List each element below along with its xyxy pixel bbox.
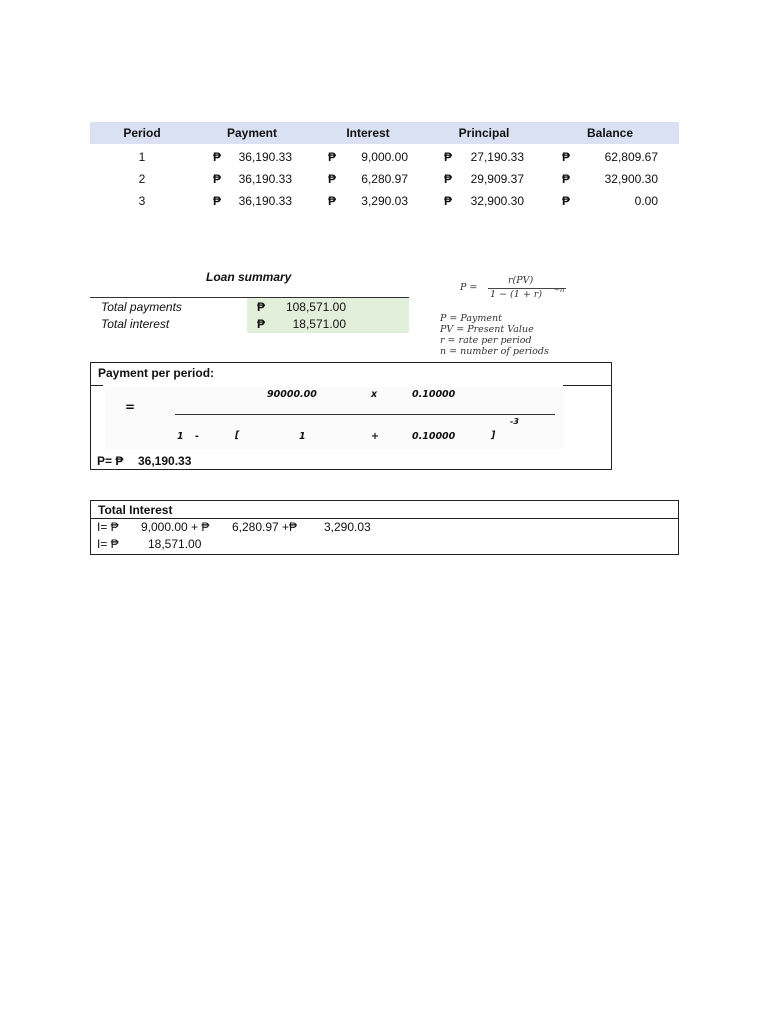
legend-item: r = rate per period	[440, 335, 532, 346]
period-cell: 1	[138, 150, 146, 164]
interest-sum-term-2: 6,280.97 +₱	[232, 520, 298, 534]
total-interest-title: Total Interest	[98, 503, 173, 517]
currency-symbol: ₱	[562, 194, 571, 208]
payment-cell: 36,190.33	[238, 150, 292, 164]
table-header-row	[90, 122, 679, 144]
currency-symbol: ₱	[213, 172, 222, 186]
total-interest-label: Total interest	[101, 317, 170, 331]
header-payment: Payment	[226, 126, 278, 140]
calc-one-inner: 1	[299, 431, 306, 442]
total-interest-divider	[91, 518, 678, 519]
interest-sum-term-3: 3,290.03	[324, 520, 371, 534]
payment-per-period-box	[90, 362, 612, 470]
currency-symbol: ₱	[562, 150, 571, 164]
interest-total-value: 18,571.00	[148, 537, 202, 551]
interest-sum-term-1: 9,000.00 + ₱	[141, 520, 210, 534]
table-row	[90, 147, 679, 169]
table-row	[90, 169, 679, 191]
calc-times: x	[371, 389, 378, 400]
calc-one: 1	[177, 431, 184, 442]
total-interest-box	[90, 500, 679, 555]
calc-pv: 90000.00	[267, 389, 317, 400]
calc-rate-inner: 0.10000	[412, 431, 456, 442]
formula-legend	[440, 313, 549, 357]
interest-cell: 6,280.97	[361, 172, 408, 186]
balance-cell: 32,900.30	[604, 172, 658, 186]
payment-result-value: 36,190.33	[138, 454, 192, 468]
currency-symbol: ₱	[444, 150, 453, 164]
calc-fraction-bar	[175, 414, 555, 415]
currency-symbol: ₱	[444, 172, 453, 186]
currency-symbol: ₱	[444, 194, 453, 208]
payment-formula	[458, 276, 578, 302]
interest-cell: 3,290.03	[361, 194, 408, 208]
principal-cell: 27,190.33	[470, 150, 524, 164]
total-payments-value: 108,571.00	[285, 300, 346, 314]
currency-symbol: ₱	[328, 172, 337, 186]
currency-symbol: ₱	[257, 300, 266, 314]
payment-per-period-title: Payment per period:	[98, 366, 215, 380]
currency-symbol: ₱	[562, 172, 571, 186]
interest-sum-prefix: I= ₱	[97, 520, 119, 534]
legend-item: PV = Present Value	[440, 324, 534, 335]
formula-lhs: P =	[460, 282, 478, 293]
table-row	[90, 191, 679, 213]
legend-item: n = number of periods	[440, 346, 549, 357]
currency-symbol: ₱	[213, 150, 222, 164]
calc-exponent: -3	[510, 417, 519, 426]
calc-open-bracket: [	[235, 430, 240, 441]
principal-cell: 32,900.30	[470, 194, 524, 208]
calc-close-bracket: ]	[491, 430, 496, 441]
interest-cell: 9,000.00	[361, 150, 408, 164]
header-principal: Principal	[458, 126, 510, 140]
loan-summary-title: Loan summary	[206, 270, 292, 284]
currency-symbol: ₱	[213, 194, 222, 208]
calc-rate: 0.10000	[412, 389, 456, 400]
box-divider-right	[563, 385, 611, 386]
balance-cell: 62,809.67	[604, 150, 658, 164]
header-interest: Interest	[346, 126, 390, 140]
currency-symbol: ₱	[328, 150, 337, 164]
header-period: Period	[123, 126, 161, 140]
calculation-image	[105, 387, 563, 449]
payment-cell: 36,190.33	[238, 172, 292, 186]
total-interest-value: 18,571.00	[292, 317, 346, 331]
box-divider-left	[91, 385, 103, 386]
legend-item: P = Payment	[440, 313, 502, 324]
currency-symbol: ₱	[328, 194, 337, 208]
total-payments-label: Total payments	[101, 300, 182, 314]
formula-exponent: −n	[554, 286, 565, 294]
header-balance: Balance	[586, 126, 634, 140]
calc-minus: -	[195, 431, 199, 442]
period-cell: 3	[138, 194, 146, 208]
equals-sign: =	[125, 400, 136, 414]
principal-cell: 29,909.37	[470, 172, 524, 186]
payment-result-label: P= ₱	[97, 454, 124, 468]
formula-denominator: 1 − (1 + r)	[490, 289, 543, 300]
balance-cell: 0.00	[634, 194, 658, 208]
calc-plus: +	[371, 431, 379, 442]
period-cell: 2	[138, 172, 146, 186]
interest-total-prefix: I= ₱	[97, 537, 119, 551]
formula-numerator: r(PV)	[508, 275, 534, 286]
currency-symbol: ₱	[257, 317, 266, 331]
payment-cell: 36,190.33	[238, 194, 292, 208]
